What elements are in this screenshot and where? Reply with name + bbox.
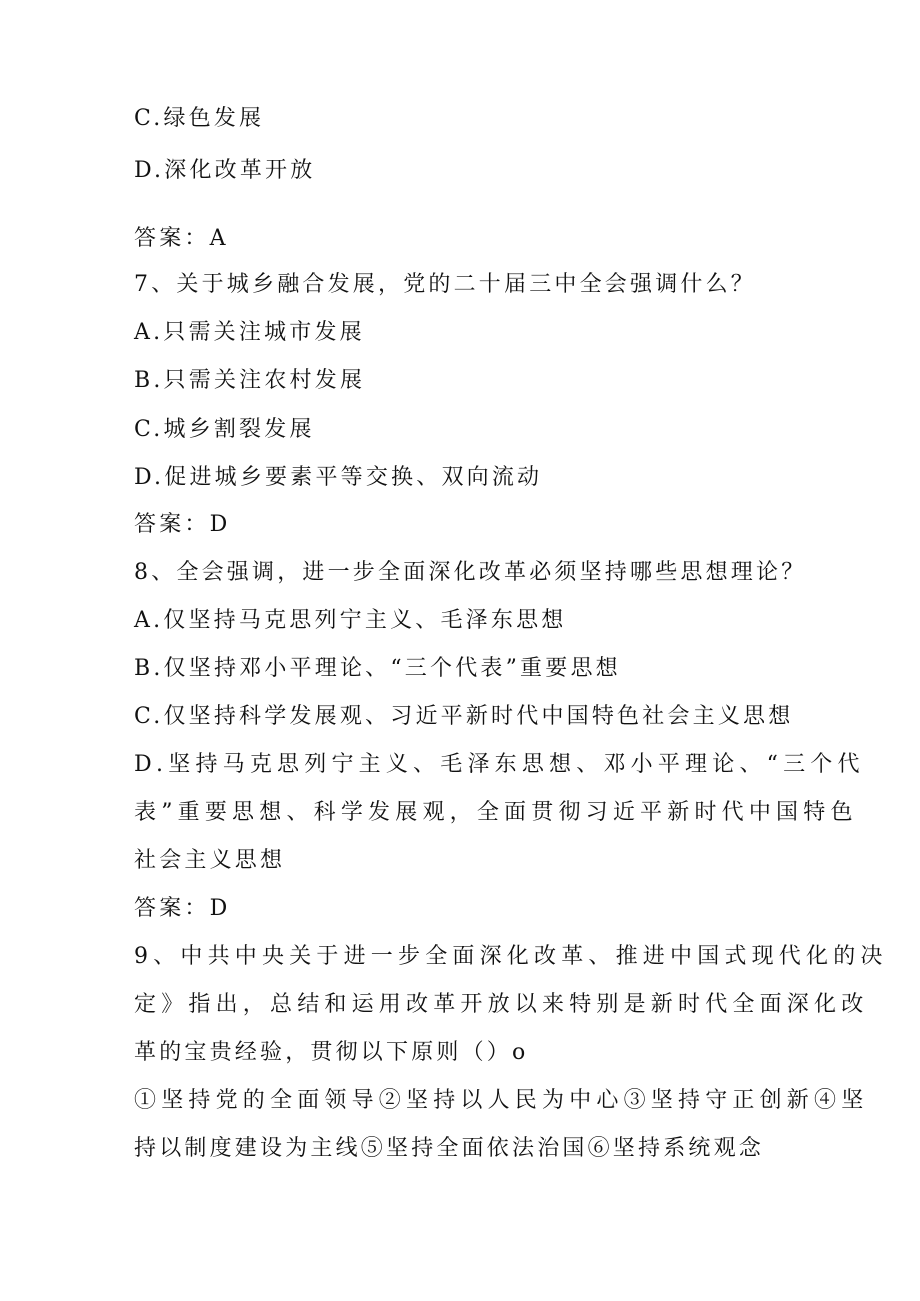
principles-line2: 持以制度建设为主线⑤坚持全面依法治国⑥坚持系统观念 <box>134 1136 765 1161</box>
option-d-q8-line3: 社会主义思想 <box>134 848 286 873</box>
question-9-line2: 定》指出，总结和运用改革开放以来特别是新时代全面深化改 <box>134 992 869 1017</box>
option-a-q7: A.只需关注城市发展 <box>134 320 365 345</box>
question-9-line1: 9、中共中央关于进一步全面深化改革、推进中国式现代化的决 <box>134 944 888 969</box>
question-8: 8、全会强调，进一步全面深化改革必须坚持哪些思想理论？ <box>134 560 807 585</box>
option-a-q8: A.仅坚持马克思列宁主义、毛泽东思想 <box>134 608 567 633</box>
answer-q8: 答案：D <box>134 896 231 921</box>
answer-q7: 答案：D <box>134 512 231 537</box>
question-7: 7、关于城乡融合发展，党的二十届三中全会强调什么？ <box>134 272 756 297</box>
option-d-q8-line2: 表”重要思想、科学发展观，全面贯彻习近平新时代中国特色 <box>134 800 858 825</box>
option-b-q8: B.仅坚持邓小平理论、“三个代表”重要思想 <box>134 656 621 681</box>
option-d-q6: D.深化改革开放 <box>134 158 316 183</box>
option-b-q7: B.只需关注农村发展 <box>134 368 366 393</box>
option-c-q8: C.仅坚持科学发展观、习近平新时代中国特色社会主义思想 <box>134 704 794 729</box>
principles-line1: ①坚持党的全面领导②坚持以人民为中心③坚持守正创新④坚 <box>134 1088 869 1113</box>
option-c-q7: C.城乡割裂发展 <box>134 417 315 442</box>
option-c-q6: C.绿色发展 <box>134 106 265 131</box>
answer-q6: 答案：A <box>134 226 229 251</box>
option-d-q8-line1: D.坚持马克思列宁主义、毛泽东思想、邓小平理论、“三个代 <box>134 752 865 777</box>
option-d-q7: D.促进城乡要素平等交换、双向流动 <box>134 465 543 490</box>
question-9-line3: 革的宝贵经验，贯彻以下原则（）o <box>134 1040 529 1065</box>
